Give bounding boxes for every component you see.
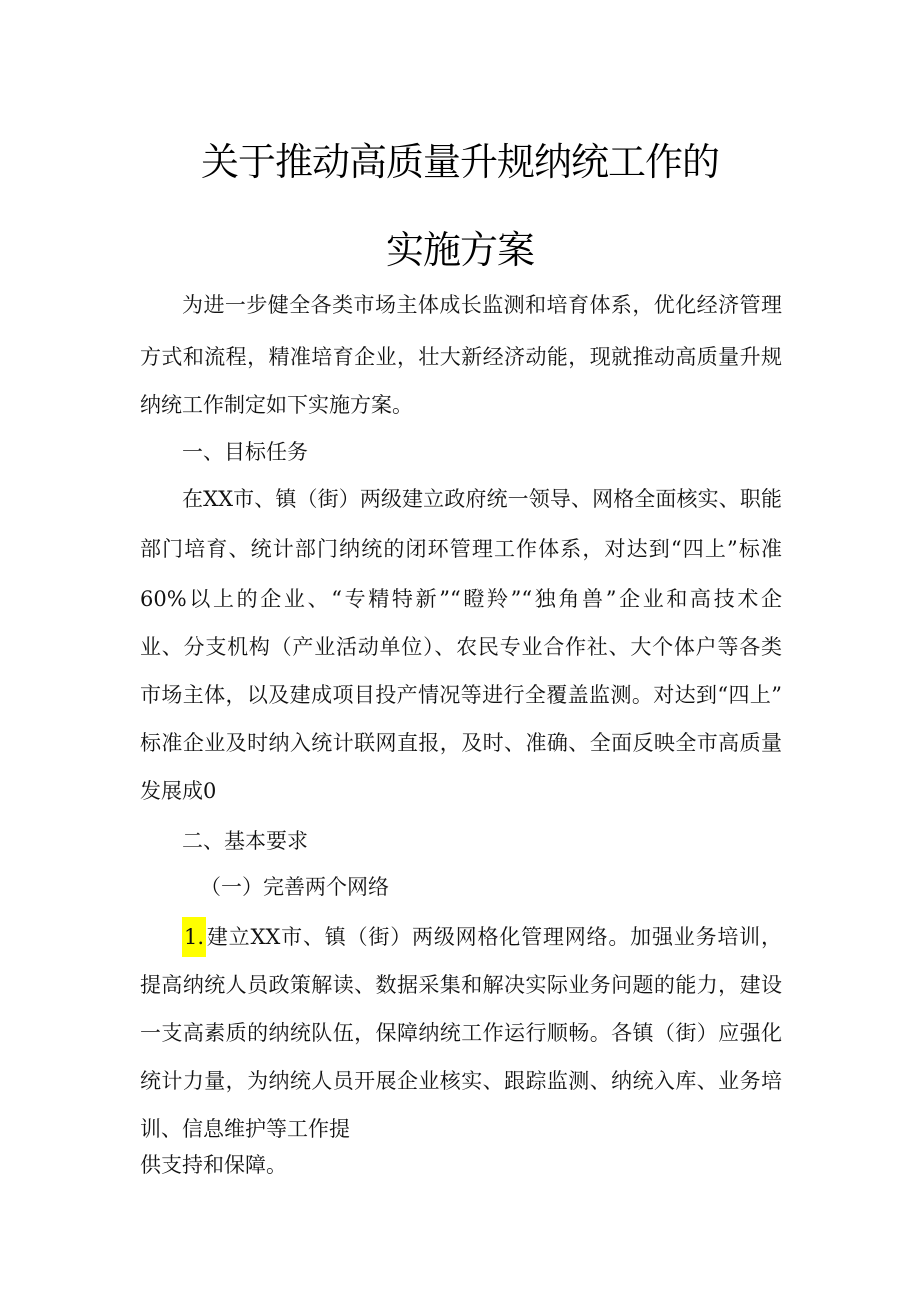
objectives-line-5: 市场主体，以及建成项目投产情况等进行全覆盖监测。对达到“四上”	[140, 683, 782, 707]
objectives-line-6: 标准企业及时纳入统计联网直报，及时、准确、全面反映全市高质量	[140, 731, 782, 755]
item1-line-1-text: 建立XX市、镇（街）两级网格化管理网络。加强业务培训，	[206, 925, 782, 949]
item1-line-3: 一支高素质的纳统队伍，保障纳统工作运行顺畅。各镇（街）应强化	[140, 1021, 782, 1045]
objectives-line-3: 60%以上的企业、“专精特新”“瞪羚”“独角兽”企业和高技术企	[140, 587, 782, 611]
item1-line-2: 提高纳统人员政策解读、数据采集和解决实际业务问题的能力，建设	[140, 973, 782, 997]
item1-line-6: 供支持和保障。	[140, 1153, 287, 1177]
intro-line-1: 为进一步健全各类市场主体成长监测和培育体系，优化经济管理	[182, 293, 782, 317]
document-title-line-1: 关于推动高质量升规纳统工作的	[200, 140, 719, 184]
objectives-line-2: 部门培育、统计部门纳统的闭环管理工作体系，对达到“四上”标准	[140, 537, 782, 561]
item-number-highlight: 1.	[182, 917, 206, 957]
objectives-line-1: 在XX市、镇（街）两级建立政府统一领导、网格全面核实、职能	[182, 487, 782, 511]
item1-line-4: 统计力量，为纳统人员开展企业核实、跟踪监测、纳统入库、业务培	[140, 1069, 782, 1093]
section-heading-requirements: 二、基本要求	[182, 829, 308, 853]
item1-line-5: 训、信息维护等工作提	[140, 1117, 350, 1141]
item1-line-1	[182, 917, 782, 957]
section-heading-objectives: 一、目标任务	[182, 440, 308, 464]
objectives-line-4: 业、分支机构（产业活动单位）、农民专业合作社、大个体户等各类	[140, 635, 782, 659]
document-title-line-2: 实施方案	[385, 228, 534, 272]
intro-line-3: 纳统工作制定如下实施方案。	[140, 393, 413, 417]
subsection-heading-networks: （一）完善两个网络	[200, 875, 389, 899]
objectives-line-7: 发展成0	[140, 779, 217, 803]
intro-line-2: 方式和流程，精准培育企业，壮大新经济动能，现就推动高质量升规	[140, 345, 782, 369]
